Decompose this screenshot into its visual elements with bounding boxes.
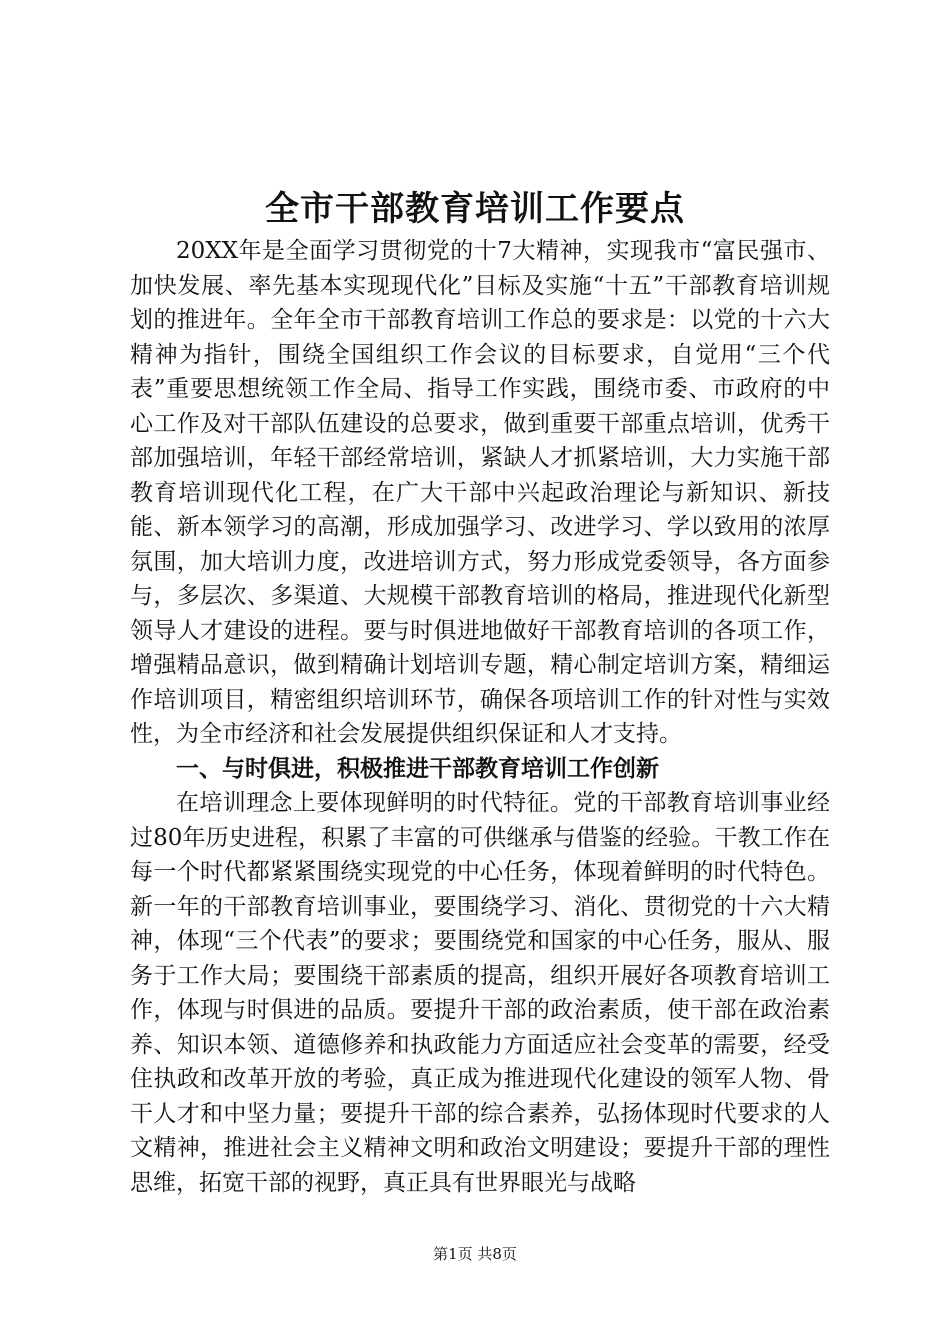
section-paragraph: 在培训理念上要体现鲜明的时代特征。党的干部教育培训事业经过80年历史进程，积累了丰富的可供继承与借鉴的经验。干教工作在每一个时代都紧紧围绕实现党的中心任务，体现着鲜明的时代特色。新一年的干部教育培训事业，要围绕学习、消化、贯彻党的十六大精神，体现“三个代表”的要求；要围绕党和国家的中心任务，服从、服务于工作大局；要围绕干部素质的提高，组织开展好各项教育培训工作，体现与时俱进的品质。要提升干部的政治素质，使干部在政治素养、知识本领、道德修养和执政能力方面适应社会变革的需要，经受住执政和改革开放的考验，真正成为推进现代化建设的领军人物、骨干人才和中坚力量；要提升干部的综合素养，弘扬体现时代要求的人文精神，推进社会主义精神文明和政治文明建设；要提升干部的理性思维，拓宽干部的视野，真正具有世界眼光与战略 <box>130 790 830 1196</box>
section-heading: 一、与时俱进，积极推进干部教育培训工作创新 <box>176 754 659 782</box>
intro-paragraph: 20XX年是全面学习贯彻党的十7大精神，实现我市“富民强市、加快发展、率先基本实现现代化”目标及实施“十五”干部教育培训规划的推进年。全年全市干部教育培训工作总的要求是：以党的十六大精神为指针，围绕全国组织工作会议的目标要求，自觉用“三个代表”重要思想统领工作全局、指导工作实践，围绕市委、市政府的中心工作及对干部队伍建设的总要求，做到重要干部重点培训，优秀干部加强培训，年轻干部经常培训，紧缺人才抓紧培训，大力实施干部教育培训现代化工程，在广大干部中兴起政治理论与新知识、新技能、新本领学习的高潮，形成加强学习、改进学习、学以致用的浓厚氛围，加大培训力度，改进培训方式，努力形成党委领导，各方面参与，多层次、多渠道、大规模干部教育培训的格局，推进现代化新型领导人才建设的进程。要与时俱进地做好干部教育培训的各项工作，增强精品意识，做到精确计划培训专题，精心制定培训方案，精细运作培训项目，精密组织培训环节，确保各项培训工作的针对性与实效性，为全市经济和社会发展提供组织保证和人才支持。 <box>130 238 830 747</box>
document-body <box>130 234 830 1200</box>
document-title: 全市干部教育培训工作要点 <box>265 189 685 229</box>
page-number-footer: 第1页 共8页 <box>433 1245 517 1263</box>
